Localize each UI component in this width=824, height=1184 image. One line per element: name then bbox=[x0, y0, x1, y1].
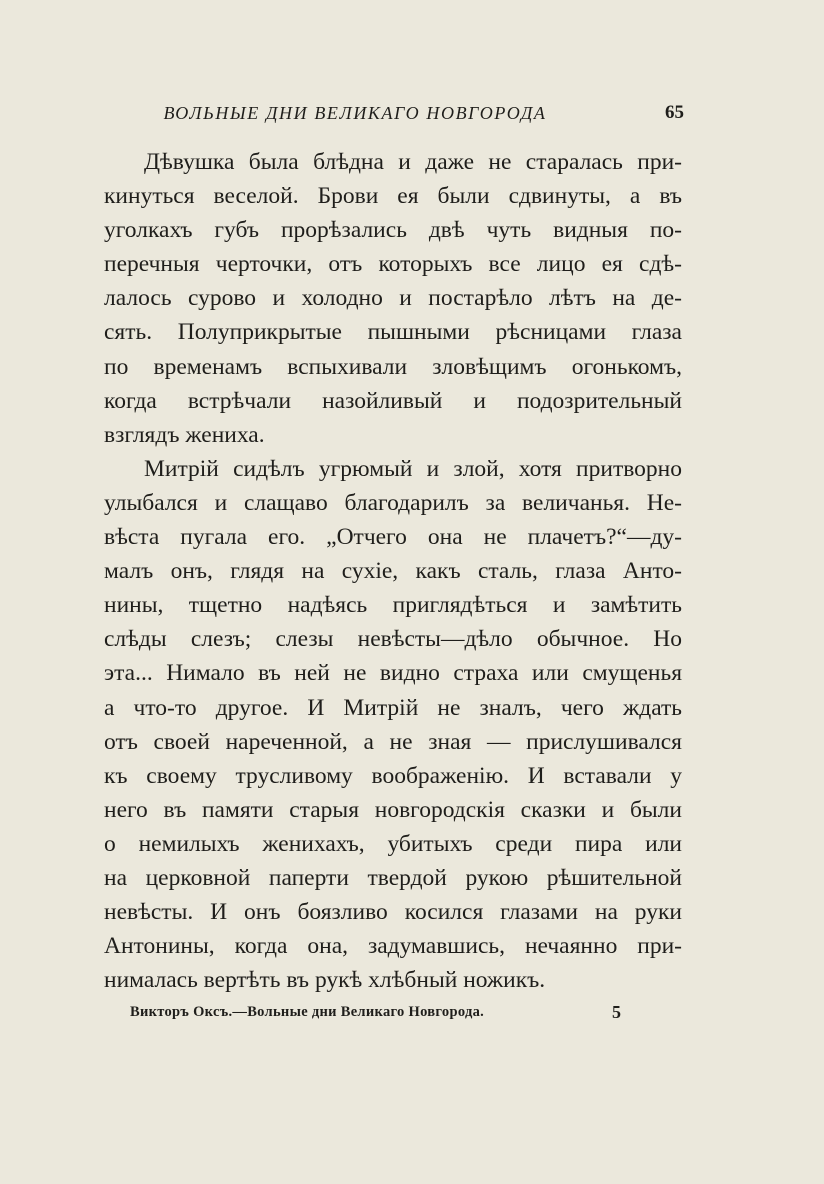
paragraph-1 bbox=[104, 145, 682, 452]
text-line: на церковной паперти твердой рукою рѣшительной bbox=[104, 864, 682, 891]
text-line: перечныя черточки, отъ которыхъ все лицо ея сдѣ- bbox=[104, 251, 682, 278]
text-line: эта... Нимало въ ней не видно страха или смущенья bbox=[104, 660, 682, 687]
text-line: о немилыхъ женихахъ, убитыхъ среди пира или bbox=[104, 830, 682, 857]
text-line: него въ памяти старыя новгородскія сказки и были bbox=[104, 796, 682, 823]
text-line: взглядъ жениха. bbox=[104, 421, 265, 448]
body-text bbox=[104, 145, 682, 997]
text-line: отъ своей нареченной, а не зная — прислушивался bbox=[104, 728, 682, 755]
text-line: невѣсты. И онъ боязливо косился глазами на руки bbox=[104, 899, 682, 926]
text-line: нины, тщетно надѣясь приглядѣться и замѣтить bbox=[104, 592, 682, 619]
text-line: а что-то другое. И Митрій не зналъ, чего ждать bbox=[104, 694, 682, 721]
text-line: слѣды слезъ; слезы невѣсты—дѣло обычное. Но bbox=[104, 626, 682, 653]
text-line: Дѣвушка была блѣдна и даже не старалась при- bbox=[144, 149, 682, 175]
footer-signature-line bbox=[130, 1000, 630, 1024]
text-line: вѣста пугала его. „Отчего она не плачетъ?“—ду- bbox=[104, 524, 682, 551]
text-line: нималась вертѣть въ рукѣ хлѣбный ножикъ. bbox=[104, 967, 546, 994]
text-line: Антонины, когда она, задумавшись, нечаянно при- bbox=[104, 933, 682, 960]
text-line: уголкахъ губъ прорѣзались двѣ чуть видныя по- bbox=[104, 217, 682, 244]
text-line: малъ онъ, глядя на сухіе, какъ сталь, глаза Анто- bbox=[104, 558, 682, 585]
page-number: 65 bbox=[665, 102, 684, 123]
text-line: по временамъ вспыхивали зловѣщимъ огонькомъ, bbox=[104, 353, 682, 380]
footer-signature: Викторъ Оксъ.—Вольные дни Великаго Новгорода. bbox=[130, 1004, 485, 1020]
text-line: лалось сурово и холодно и постарѣло лѣтъ на де- bbox=[104, 285, 682, 312]
running-title: ВОЛЬНЫЕ ДНИ ВЕЛИКАГО НОВГОРОДА bbox=[163, 103, 547, 123]
text-line: сять. Полуприкрытые пышными рѣсницами глаза bbox=[104, 319, 682, 346]
text-line: Митрій сидѣлъ угрюмый и злой, хотя притворно bbox=[144, 455, 682, 482]
text-line: когда встрѣчали назойливый и подозрительный bbox=[104, 387, 682, 414]
sheet-number: 5 bbox=[612, 1002, 621, 1022]
text-line: улыбался и слащаво благодарилъ за величанья. Не- bbox=[104, 489, 682, 516]
text-line: кинуться веселой. Брови ея были сдвинуты, а въ bbox=[104, 183, 682, 210]
running-head bbox=[100, 98, 690, 128]
text-line: къ своему трусливому воображенію. И вставали у bbox=[104, 762, 682, 789]
paragraph-2 bbox=[104, 452, 682, 998]
